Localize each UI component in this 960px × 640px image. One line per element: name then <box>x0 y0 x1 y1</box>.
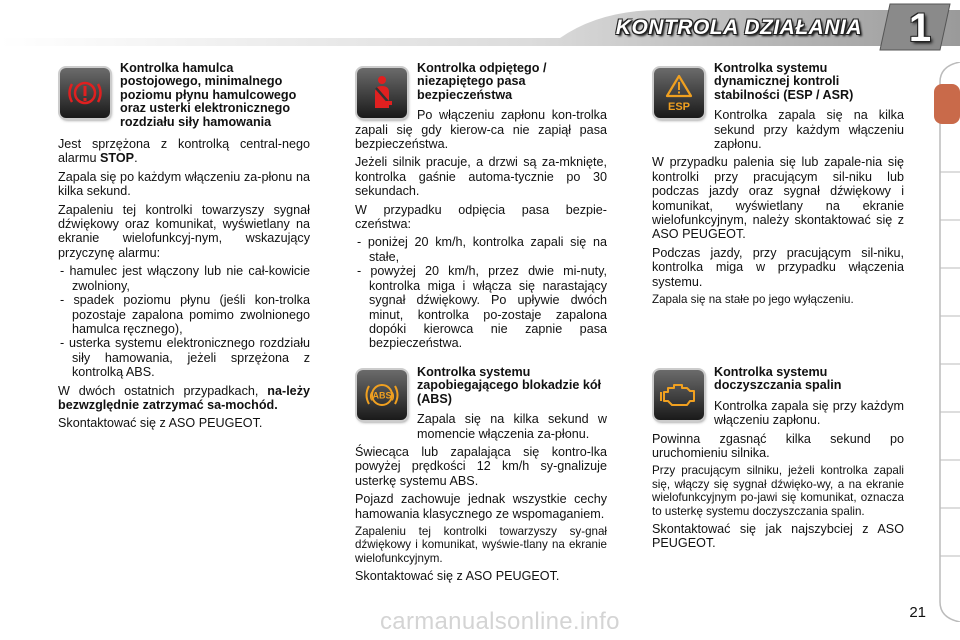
section-title: Kontrolka hamulca postojowego, minimalnego poziomu płynu hamulcowego oraz usterki elektronicznego rozdziału siły hamowania <box>120 61 297 129</box>
list-item: - powyżej 20 km/h, przez dwie mi-nuty, kontrolka miga i włącza się narastający sygnał dźwiękowy. Po upływie dwóch minut, kontrolka po-zostaje zapalona dopóki kierowca nie zapnie pasa bezpieczeństwa. <box>355 264 607 350</box>
list-item: - usterka systemu elektronicznego rozdziału siły hamowania, jeżeli sprzężona z kontrolką ABS. <box>58 336 310 379</box>
seatbelt-section <box>355 62 607 102</box>
paragraph: Świecąca lub zapalająca się kontro-lka powyżej prędkości 12 km/h sy-gnalizuje usterkę systemu ABS. <box>355 445 607 488</box>
cause-list <box>58 264 310 379</box>
paragraph: Kontrolka zapala się przy każdym włączeniu zapłonu. <box>714 398 904 428</box>
abs-section <box>355 366 607 406</box>
section-title: Kontrolka systemu doczyszczania spalin <box>714 365 842 393</box>
esp-section <box>652 61 904 113</box>
paragraph: Przy pracującym silniku, jeżeli kontrolka zapali się, włączy się sygnał dźwięko-wy, a na ekranie wielofunkcyjnym po-jawi się komunikat, oznacza to usterkę systemu doczyszczania spalin. <box>652 464 904 518</box>
abs-icon-label: (ABS) <box>369 390 395 401</box>
column-1 <box>58 62 310 435</box>
chapter-title: KONTROLA DZIAŁANIA <box>615 16 862 39</box>
paragraph: Powinna zgasnąć kilka sekund po uruchomieniu silnika. <box>652 431 904 461</box>
parking-brake-warning-icon <box>60 68 110 118</box>
paragraph: W przypadku odpięcia pasa bezpie-czeństwa: <box>355 202 607 232</box>
paragraph: Skontaktować się jak najszybciej z ASO PEUGEOT. <box>652 522 904 551</box>
paragraph: Zapala się po każdym włączeniu za-płonu na kilka sekund. <box>58 169 310 199</box>
section-title: Kontrolka odpiętego / niezapiętego pasa bezpieczeństwa <box>417 61 547 102</box>
parking-brake-section <box>58 62 310 129</box>
paragraph: Zapaleniu tej kontrolki towarzyszy sygnał dźwiękowy oraz komunikat, wyświetlany na ekranie wielofunkcyj-nym, wskazujący przyczynę alarmu: <box>58 202 310 260</box>
column-3 <box>652 62 904 311</box>
list-item: - spadek poziomu płynu (jeśli kon-trolka pozostaje zapalona pomimo zwolnionego hamulca ręcznego), <box>58 293 310 336</box>
watermark: carmanualsonline.info <box>380 608 620 635</box>
list-item: - poniżej 20 km/h, kontrolka zapali się na stałe, <box>355 235 607 264</box>
section-title: Kontrolka systemu zapobiegającego blokadzie kół (ABS) <box>417 365 602 406</box>
paragraph: Kontrolka zapala się na kilka sekund przy każdym włączeniu zapłonu. <box>714 108 904 152</box>
paragraph: Zapaleniu tej kontrolki towarzyszy sy-gnał dźwiękowy i komunikat, wyświe-tlany na ekranie wielofunkcyjnym. <box>355 525 607 565</box>
engine-check-icon <box>654 370 704 420</box>
paragraph: Zapala się na stałe po jego wyłączeniu. <box>652 293 854 307</box>
paragraph: Po włączeniu zapłonu kon-trolka zapali się gdy kierow-ca nie zapiął pasa bezpieczeństwa. <box>355 108 607 152</box>
paragraph: W przypadku palenia się lub zapale-nia się kontrolki przy pracującym sil-niku lub podczas jazdy oraz sygnał dźwiękowy i komunikat, wyświetlany na ekranie wielofunkcyjnym, należy skontaktować się z ASO PEUGEOT. <box>652 155 904 242</box>
column-3-lower <box>652 366 904 555</box>
paragraph: Jeżeli silnik pracuje, a drzwi są za-mknięte, kontrolka gaśnie automa-tycznie po 30 sekundach. <box>355 155 607 199</box>
esp-warning-icon <box>654 68 704 118</box>
page-number: 21 <box>909 604 926 621</box>
paragraph: Podczas jazdy, przy pracującym sil-niku, kontrolka miga w przypadku włączenia systemu. <box>652 245 904 289</box>
column-2 <box>355 62 607 355</box>
paragraph: Skontaktować się z ASO PEUGEOT. <box>58 416 263 431</box>
section-title: Kontrolka systemu dynamicznej kontroli stabilności (ESP / ASR) <box>714 61 854 102</box>
chapter-tabs <box>930 62 960 622</box>
column-2-lower <box>355 366 607 588</box>
emission-section <box>652 366 904 393</box>
speed-list <box>355 235 607 350</box>
active-chapter-tab <box>934 84 960 124</box>
list-item: - hamulec jest włączony lub nie cał-kowicie zwolniony, <box>58 264 310 293</box>
paragraph: W dwóch ostatnich przypadkach, na-leży bezwzględnie zatrzymać sa-mochód. <box>58 383 310 412</box>
paragraph: Pojazd zachowuje jednak wszystkie cechy hamowania klasycznego ze wspomaganiem. <box>355 492 607 521</box>
page-header <box>0 0 960 52</box>
paragraph: Skontaktować się z ASO PEUGEOT. <box>355 569 560 584</box>
paragraph: Jest sprzężona z kontrolką central-nego alarmu STOP. <box>58 137 310 166</box>
seatbelt-icon <box>357 68 407 118</box>
abs-icon <box>357 370 407 420</box>
chapter-number: 1 <box>908 6 932 50</box>
esp-icon-label: ESP <box>667 101 691 113</box>
paragraph: Zapala się na kilka sekund w momencie włączenia za-płonu. <box>417 412 607 441</box>
